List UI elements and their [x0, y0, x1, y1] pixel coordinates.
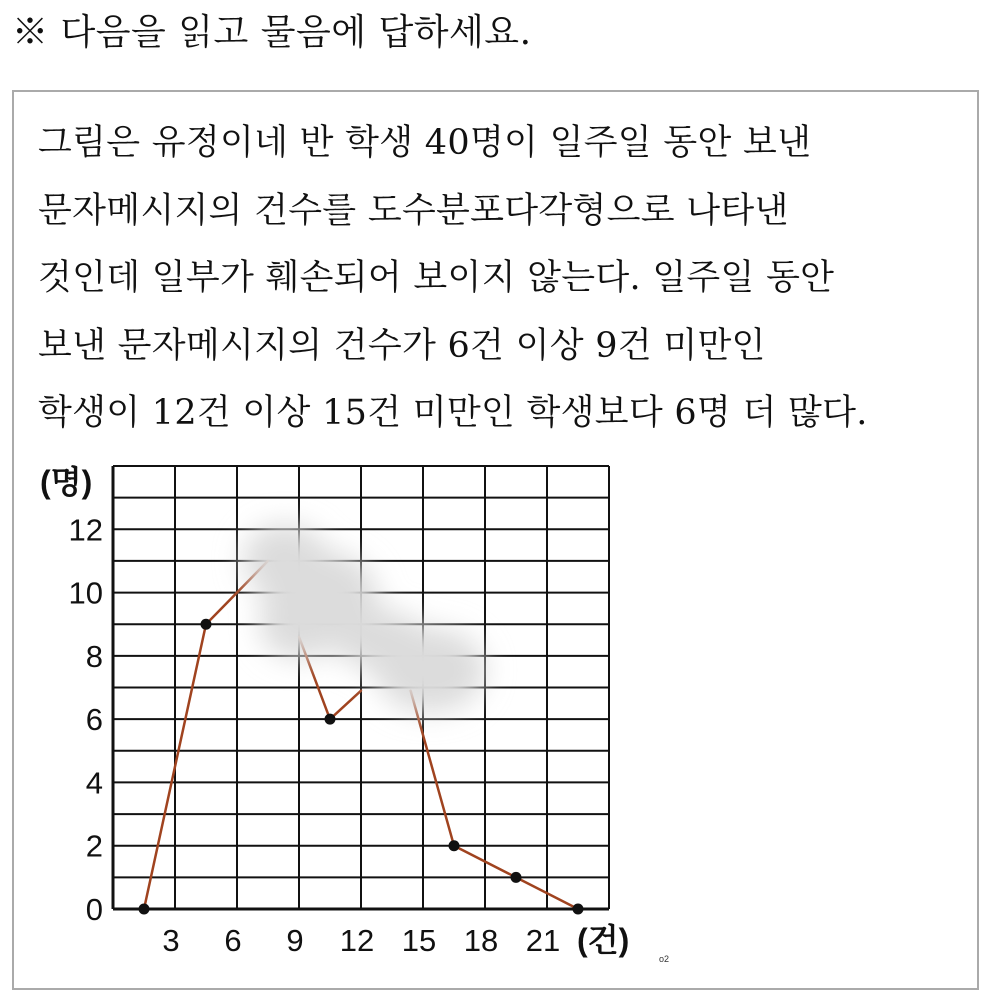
x-tick-label: 9: [286, 923, 304, 958]
data-point: [139, 904, 150, 915]
x-tick-label: 6: [224, 923, 242, 958]
data-point: [511, 872, 522, 883]
x-tick-label: 12: [339, 923, 375, 958]
y-tick-label: 12: [68, 512, 103, 548]
x-axis-label: (건): [577, 922, 630, 958]
passage-line: 것인데 일부가 훼손되어 보이지 않는다. 일주일 동안: [38, 258, 835, 298]
x-tick-label: 18: [463, 923, 499, 958]
passage-line: 그림은 유정이네 반 학생 40명이 일주일 동안 보낸: [38, 123, 812, 163]
series-segment: [411, 691, 454, 846]
data-point: [201, 619, 212, 630]
chart-labels: [40, 464, 669, 964]
y-tick-label: 10: [68, 575, 103, 611]
passage-line: 보낸 문자메시지의 건수가 6건 이상 9건 미만인: [38, 325, 766, 366]
y-tick-label: 0: [85, 892, 103, 927]
y-tick-label: 8: [85, 638, 103, 674]
passage-line: 학생이 12건 이상 15건 미만인 학생보다 6명 더 많다.: [38, 393, 868, 433]
x-tick-label: 3: [162, 923, 180, 958]
damaged-region: [243, 524, 485, 712]
x-tick-label: 21: [525, 923, 561, 958]
data-point: [449, 840, 460, 851]
instruction-text: ※ 다음을 읽고 물음에 답하세요.: [12, 12, 532, 53]
passage-line: 문자메시지의 건수를 도수분포다각형으로 나타낸: [38, 190, 789, 231]
y-axis-label: (명): [40, 464, 93, 500]
data-point: [325, 714, 336, 725]
data-point: [573, 904, 584, 915]
x-tick-label: 15: [401, 923, 437, 958]
damage-blob: [375, 628, 485, 712]
y-tick-label: 4: [85, 765, 103, 801]
chart-grid: [113, 466, 609, 909]
y-tick-label: 6: [85, 702, 103, 738]
damage-blob: [260, 591, 340, 659]
y-tick-label: 2: [85, 828, 103, 864]
series-segment: [330, 691, 361, 719]
footnote-mark: o2: [659, 954, 670, 964]
